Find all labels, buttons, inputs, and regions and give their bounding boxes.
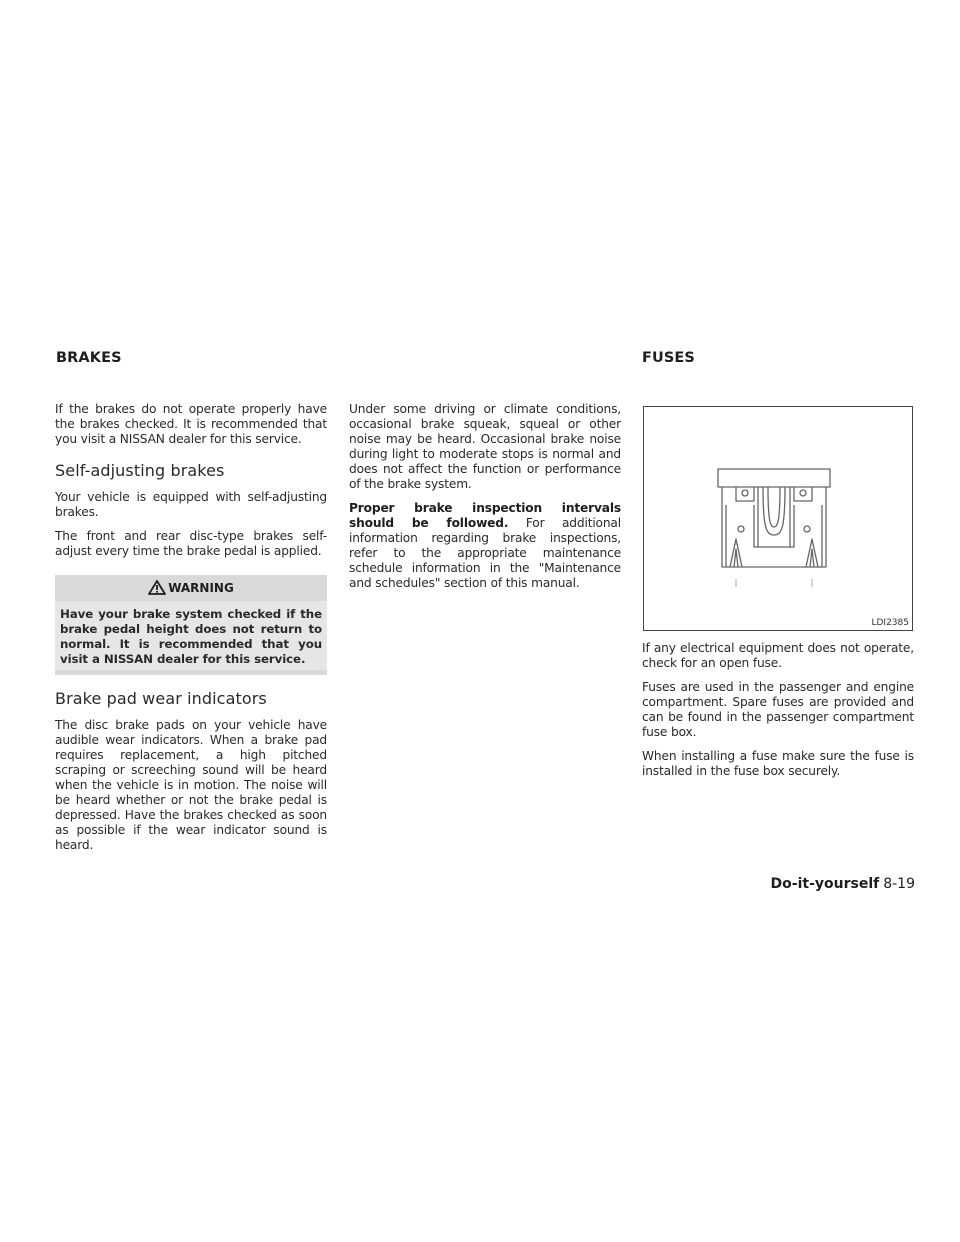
brake-pad-wear-p1: The disc brake pads on your vehicle have audible wear indicators. When a brake pad requires replacement, a high pitched scraping or screeching sound will be heard when the vehicle is in motion. The noise will be heard whether or not the brake pedal is depressed. Have the brakes checked as soon as possible if the wear indicator sound is heard. — [55, 718, 327, 852]
brakes-intro: If the brakes do not operate properly have the brakes checked. It is recommended that you visit a NISSAN dealer for this service. — [55, 402, 327, 446]
fuses-p2: Fuses are used in the passenger and engine compartment. Spare fuses are provided and can be found in the passenger compartment fuse box. — [642, 680, 914, 739]
brake-inspection-text: For additional information regarding brake inspections, refer to the appropriate maintenance schedule information in the "Maintenance and schedules" section of this manual. — [349, 516, 621, 590]
footer-section: Do-it-yourself — [770, 876, 880, 892]
page-number: 8-19 — [883, 876, 915, 892]
warning-box — [55, 575, 327, 675]
fuses-p1: If any electrical equipment does not operate, check for an open fuse. — [642, 641, 914, 670]
brake-noise-paragraph: Under some driving or climate conditions, occasional brake squeak, squeal or other noise may be heard. Occasional brake noise during light to moderate stops is normal and does not affect the function or performance of the brake system. — [349, 402, 621, 491]
column-right — [642, 402, 914, 788]
column-middle — [349, 402, 621, 600]
column-left — [55, 402, 327, 862]
fuses-heading: FUSES — [642, 350, 695, 366]
fuses-p3: When installing a fuse make sure the fuse is installed in the fuse box securely. — [642, 749, 914, 778]
self-adjusting-p1: Your vehicle is equipped with self-adjusting brakes. — [55, 490, 327, 519]
self-adjusting-brakes-title: Self-adjusting brakes — [55, 461, 225, 480]
warning-label: WARNING — [168, 581, 234, 595]
brakes-heading: BRAKES — [56, 350, 122, 366]
brake-inspection-bold: Proper brake inspection intervals should be followed. — [349, 501, 621, 530]
page-footer — [771, 876, 915, 892]
figure-label: LDI2385 — [871, 618, 909, 628]
warning-header — [55, 575, 327, 601]
self-adjusting-p2: The front and rear disc-type brakes self-adjust every time the brake pedal is applied. — [55, 529, 327, 558]
warning-icon — [148, 580, 166, 595]
brake-pad-wear-title: Brake pad wear indicators — [55, 689, 267, 708]
brake-inspection-paragraph — [349, 501, 621, 591]
blade-fuse-illustration-icon — [644, 407, 914, 632]
warning-text: Have your brake system checked if the brake pedal height does not return to normal. It is recommended that you visit a NISSAN dealer for this service. — [55, 601, 327, 670]
fuse-figure — [643, 406, 913, 631]
